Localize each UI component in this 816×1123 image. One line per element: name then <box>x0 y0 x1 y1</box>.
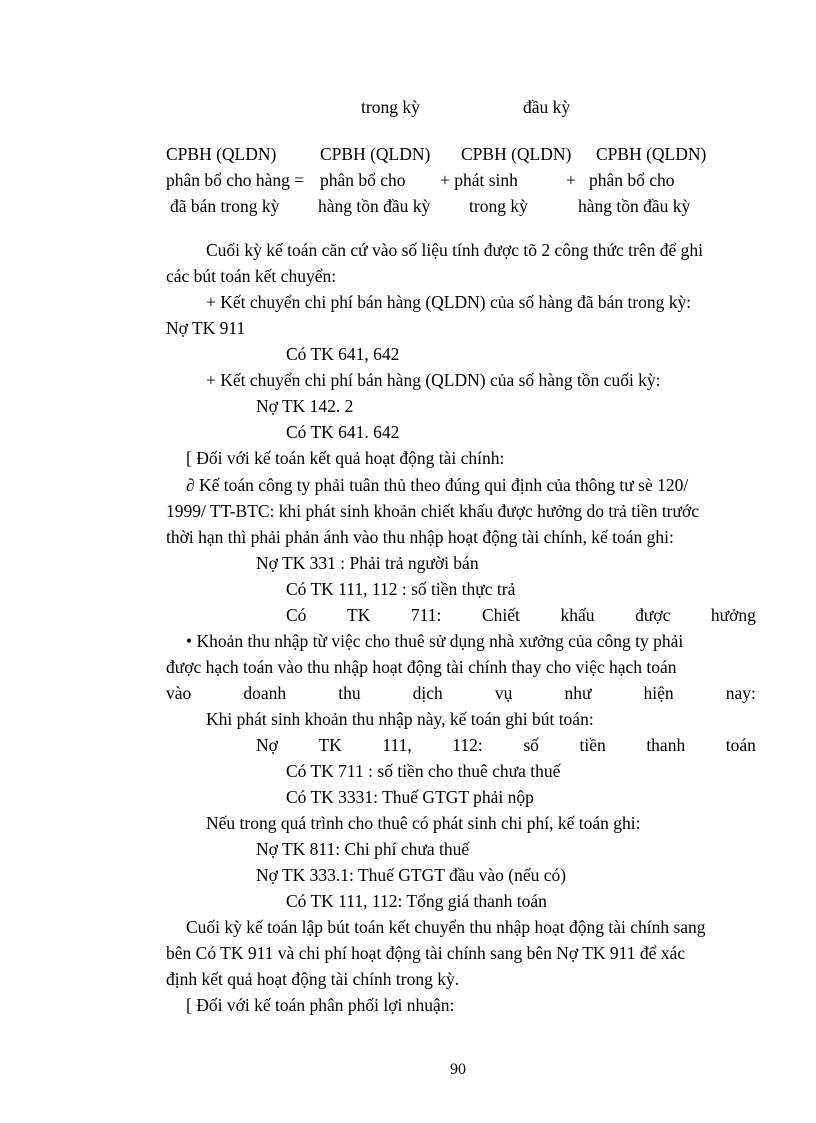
formula-col1-row3: đã bán trong kỳ <box>170 196 280 216</box>
text-line: định kết quả hoạt động tài chính trong kỳ. <box>166 969 460 989</box>
text-line: bên Có TK 911 và chi phí hoạt động tài chính sang bên Nợ TK 911 để xác <box>166 943 686 963</box>
formula-col4-row2: + phân bổ cho <box>566 170 675 190</box>
formula-col3-row1: CPBH (QLDN) <box>461 144 572 164</box>
formula-col2-row3: hàng tồn đầu kỳ <box>318 196 431 216</box>
label-dau-ky: đầu kỳ <box>523 97 571 117</box>
formula-col2-row1: CPBH (QLDN) <box>320 144 431 164</box>
formula-col1-row1: CPBH (QLDN) <box>166 144 277 164</box>
text-line: các bút toán kết chuyển: <box>166 266 337 286</box>
text-line: Có TK 711 : số tiền cho thuê chưa thuế <box>286 761 561 781</box>
text-line: • Khoản thu nhập từ việc cho thuê sử dụng nhà xưởng của công ty phải <box>186 631 684 651</box>
text-line: Nợ TK 142. 2 <box>256 396 354 416</box>
formula-col4-row3: hàng tồn đầu kỳ <box>578 196 691 216</box>
page-number: 90 <box>450 1061 466 1078</box>
text-line-justified: Có TK 711: Chiết khấu được hưởng <box>286 605 756 625</box>
text-line: Nợ TK 333.1: Thuế GTGT đầu vào (nếu có) <box>256 865 567 885</box>
section-heading: [ Đối với kế toán kết quả hoạt động tài chính: <box>186 448 505 468</box>
label-trong-ky: trong kỳ <box>361 97 420 117</box>
formula-col1-row2: phân bổ cho hàng = <box>166 170 305 190</box>
text-line: + Kết chuyển chi phí bán hàng (QLDN) của số hàng đã bán trong kỳ: <box>206 292 692 312</box>
formula-col3-row2: + phát sinh <box>440 170 518 190</box>
text-line: 1999/ TT-BTC: khi phát sinh khoản chiết khấu được hưởng do trả tiền trước <box>166 501 700 521</box>
text-line: Nợ TK 911 <box>166 318 246 338</box>
text-line: + Kết chuyển chi phí bán hàng (QLDN) của số hàng tồn cuối kỳ: <box>206 370 661 390</box>
text-line: Có TK 111, 112 : số tiền thực trả <box>286 579 516 599</box>
text-line: Nợ TK 811: Chi phí chưa thuế <box>256 839 470 859</box>
text-line: thời hạn thì phải phản ánh vào thu nhập hoạt động tài chính, kế toán ghi: <box>166 527 674 547</box>
text-line: Có TK 111, 112: Tổng giá thanh toán <box>286 891 547 911</box>
text-line-justified: Nợ TK 111, 112: số tiền thanh toán <box>256 735 756 755</box>
text-line: ∂ Kế toán công ty phải tuân thủ theo đúng qui định của thông tư sè 120/ <box>186 475 689 495</box>
text-line: được hạch toán vào thu nhập hoạt động tài chính thay cho việc hạch toán <box>166 657 677 677</box>
formula-col4-row1: CPBH (QLDN) <box>596 144 707 164</box>
text-line: Có TK 641. 642 <box>286 422 400 442</box>
text-line: Khi phát sinh khoản thu nhập này, kế toán ghi bút toán: <box>206 709 594 729</box>
text-line: Nợ TK 331 : Phải trả người bán <box>256 553 479 573</box>
formula-col2-row2: phân bổ cho <box>320 170 406 190</box>
text-line: Có TK 641, 642 <box>286 344 400 364</box>
text-line: Cuối kỳ kế toán căn cứ vào số liệu tính được tõ 2 công thức trên để ghi <box>206 240 703 260</box>
section-heading: [ Đối với kế toán phân phối lợi nhuận: <box>186 995 455 1015</box>
text-line-justified: vào doanh thu dịch vụ như hiện nay: <box>166 683 756 703</box>
text-line: Có TK 3331: Thuế GTGT phải nộp <box>286 787 534 807</box>
formula-col3-row3: trong kỳ <box>469 196 528 216</box>
text-line: Cuối kỳ kế toán lập bút toán kết chuyển thu nhập hoạt động tài chính sang <box>186 917 706 937</box>
text-line: Nếu trong quá trình cho thuê có phát sinh chi phí, kế toán ghi: <box>206 813 641 833</box>
